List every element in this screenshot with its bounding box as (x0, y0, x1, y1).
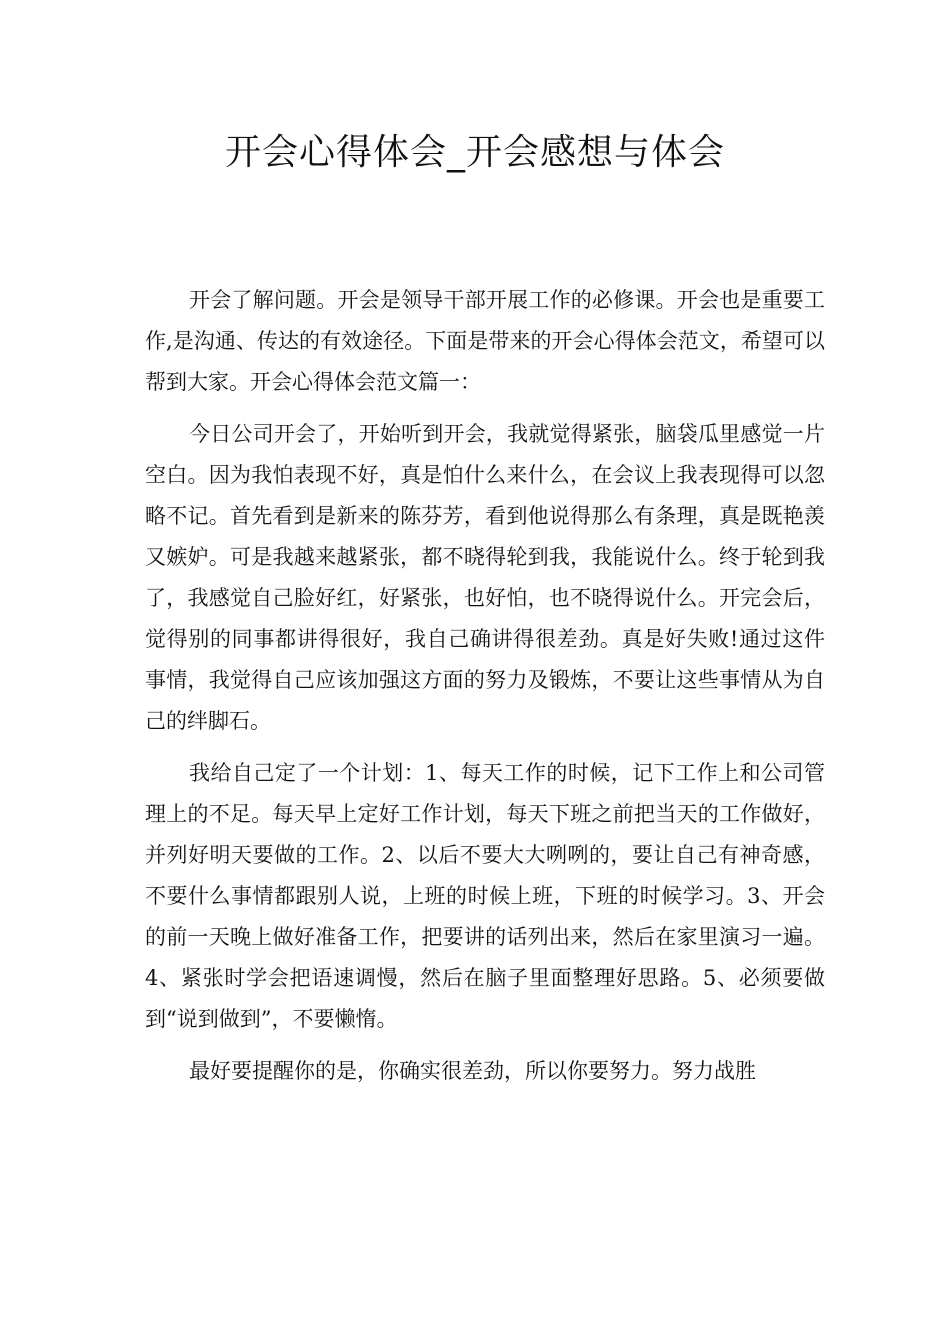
paragraph-plan: 我给自己定了一个计划：1、每天工作的时候，记下工作上和公司管理上的不足。每天早上定好工作计划，每天下班之前把当天的工作做好，并列好明天要做的工作。2、以后不要大大咧咧的，要让自己有神奇感，不要什么事情都跟别人说，上班的时候上班，下班的时候学习。3、开会的前一天晚上做好准备工作，把要讲的话列出来，然后在家里演习一遍。4、紧张时学会把语速调慢，然后在脑子里面整理好思路。5、必须要做到“说到做到”，不要懒惰。 (145, 761, 825, 1031)
document-title: 开会心得体会_开会感想与体会 (224, 132, 725, 173)
paragraph-meeting-experience: 今日公司开会了，开始听到开会，我就觉得紧张，脑袋瓜里感觉一片空白。因为我怕表现不好，真是怕什么来什么，在会议上我表现得可以忽略不记。首先看到是新来的陈芬芳，看到他说得那么有条理，真是既艳羡又嫉妒。可是我越来越紧张，都不晓得轮到我，我能说什么。终于轮到我了，我感觉自己脸好红，好紧张，也好怕，也不晓得说什么。开完会后，觉得别的同事都讲得很好，我自己确讲得很差劲。真是好失败!通过这件事情，我觉得自己应该加强这方面的努力及锻炼，不要让这些事情从为自己的绊脚石。 (145, 422, 825, 733)
paragraph-intro: 开会了解问题。开会是领导干部开展工作的必修课。开会也是重要工作,是沟通、传达的有效途径。下面是带来的开会心得体会范文，希望可以帮到大家。开会心得体会范文篇一： (145, 288, 825, 394)
document-body (145, 280, 825, 1092)
paragraph-reminder: 最好要提醒你的是，你确实很差劲，所以你要努力。努力战胜 (189, 1059, 756, 1083)
